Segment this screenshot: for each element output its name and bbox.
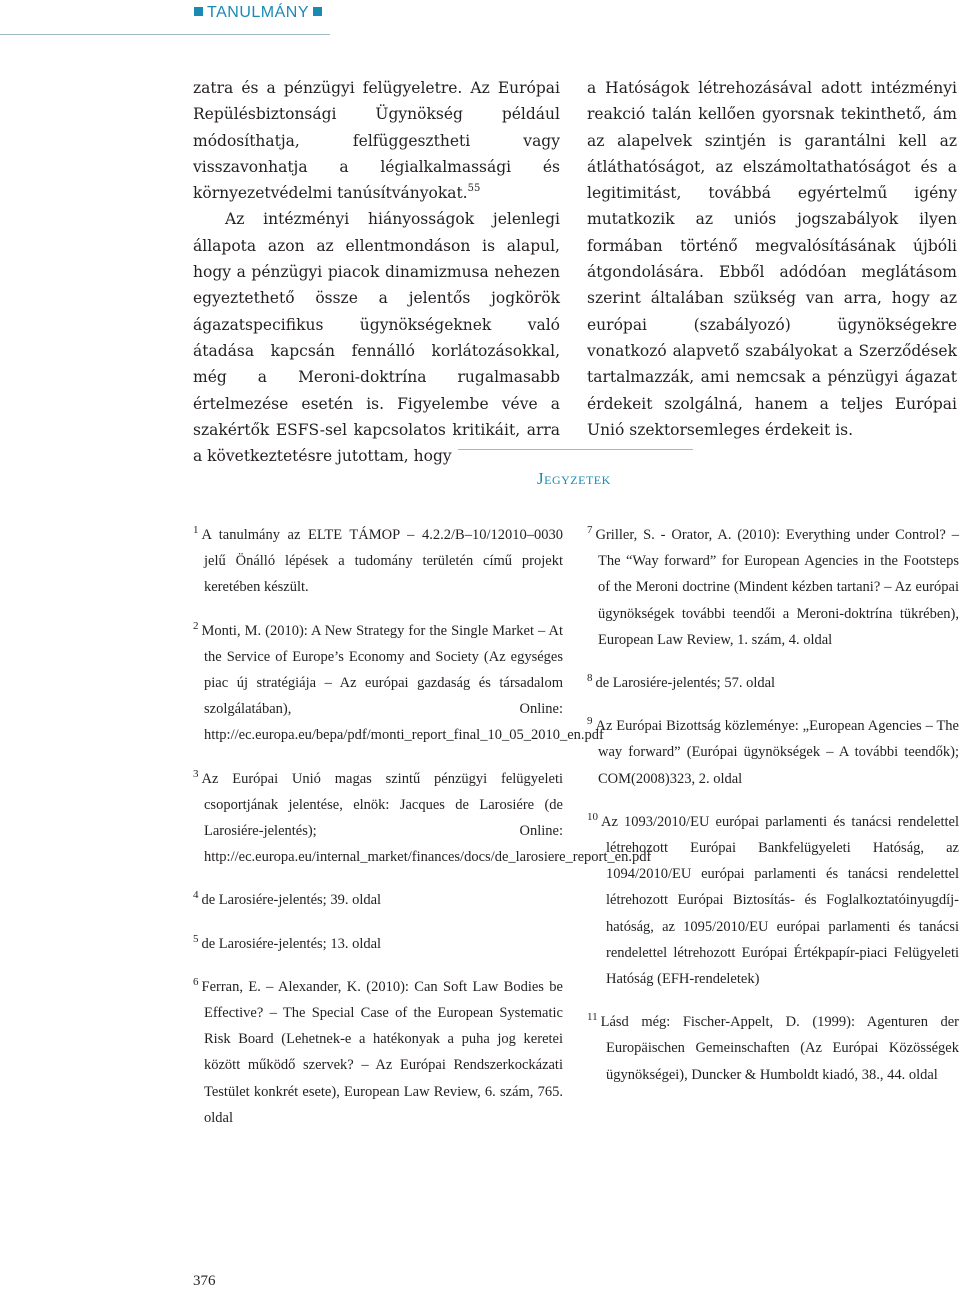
footnote-number: 7 xyxy=(587,524,593,536)
section-title: TANULMÁNY xyxy=(207,4,309,21)
footnote-text: Monti, M. (2010): A New Strategy for the Single Market – At the Service of Europe’s Economy and Society (Az egységes piac új stratégiája – Az európai gazdaság és társadalom szolgálatában), Online: http://ec.europa.eu/bepa/pdf/monti_report_final_10_05_2010_en.pdf xyxy=(201,622,604,744)
footnote-number: 9 xyxy=(587,715,593,728)
footnote-number: 6 xyxy=(193,975,199,988)
footnote-text: Az Európai Bizottság közleménye: „European Agencies – The way forward” (Európai ügynökségek – A további teendők); COM(2008)323, 2. oldal xyxy=(595,718,959,787)
footnote xyxy=(193,522,563,601)
footnote xyxy=(587,713,959,792)
footnote-text: A tanulmány az ELTE TÁMOP – 4.2.2/B–10/12010–0030 jelű Önálló lépések a tudomány területén című projekt keretében készült. xyxy=(201,527,563,596)
footnote-number: 2 xyxy=(193,619,199,632)
footnote-number: 3 xyxy=(193,767,199,780)
footnote xyxy=(193,931,563,957)
page-number: 376 xyxy=(193,1273,216,1289)
footnote-text: de Larosiére-jelentés; 39. oldal xyxy=(201,892,382,909)
footnote-text: Ferran, E. – Alexander, K. (2010): Can Soft Law Bodies be Effective? – The Special Case of the European Systematic Risk Board (Lehetnek-e a hatékonyak a puha jog keretei között működő szervek? – Az Európai Rendszerkockázati Testület konkrét esete), European Law Review, 6. szám, 765. oldal xyxy=(201,978,563,1126)
footnote-number: 4 xyxy=(193,889,199,902)
footnote-number: 1 xyxy=(193,524,199,536)
footnote xyxy=(587,809,959,992)
footnote xyxy=(587,1009,959,1088)
paragraph-text: zatra és a pénzügyi felügyeletre. Az Európai Repülésbiztonsági Ügynökség például módosíthatja, felfüggesztheti vagy visszavonhatja a légialkalmassági és környezetvédelmi tanúsítványokat. xyxy=(193,79,560,203)
footnotes-right xyxy=(587,522,959,1105)
footnote-ref: 55 xyxy=(467,183,481,195)
footnote xyxy=(193,974,563,1131)
notes-heading: Jegyzetek xyxy=(537,469,611,488)
paragraph xyxy=(193,75,560,206)
body-column-left xyxy=(193,75,560,469)
footnote xyxy=(193,887,563,913)
notes-divider xyxy=(458,449,693,450)
body-column-right xyxy=(587,75,957,443)
paragraph: a Hatóságok létrehozásával adott intézményi reakció talán kellően gyorsnak tekinthető, ám az alapelvek szintjén is garantálni kell az átláthatóságot, az elszámoltathatóságot és a legitimitást, továbbá egyértelmű igény mutatkozik az uniós jogszabályok ilyen formában történő megvalósításának újbóli átgondolására. Ebből adódóan meglátásom szerint általában szükség van arra, hogy az európai (szabályozó) ügynökségekre vonatkozó alapvető szabályokat a Szerződések tartalmazzák, ami nemcsak a pénzügyi ágazat érdekeit szolgálná, hanem a teljes Európai Unió szektorsemleges érdekeit is. xyxy=(587,79,957,439)
footnote xyxy=(193,618,604,749)
footnote-text: Az 1093/2010/EU európai parlamenti és tanácsi rendelettel létrehozott Európai Bankfelügyeleti Hatóság, az 1094/2010/EU európai parlamenti és tanácsi rendelettel létrehozott Európai Biztosítás- és Foglalkoztatóinyugdíj-hatóság, az 1095/2010/EU európai parlamenti és tanácsi rendelettel létrehozott Európai Értékpapír-piaci Felügyeleti Hatóság (EFH-rendeletek) xyxy=(601,813,959,988)
footnote-text: Lásd még: Fischer-Appelt, D. (1999): Agenturen der Europäischen Gemeinschaften (Az Európai Közösségek ügynökségei), Duncker & Humboldt kiadó, 38., 44. oldal xyxy=(600,1014,959,1083)
footnote-number: 5 xyxy=(193,932,199,945)
square-bullet-icon xyxy=(194,7,203,16)
footnote-number: 8 xyxy=(587,672,593,685)
footnote-text: de Larosiére-jelentés; 13. oldal xyxy=(201,935,382,952)
footnote-text: de Larosiére-jelentés; 57. oldal xyxy=(595,675,776,692)
footnote-number: 10 xyxy=(587,810,598,823)
footnote-text: Griller, S. - Orator, A. (2010): Everything under Control? – The “Way forward” for European Agencies in the Footsteps of the Meroni doctrine (Mindent kézben tartani? – Az európai ügynökségek további teendői a Meroni-doktrína tükrében), European Law Review, 1. szám, 4. oldal xyxy=(595,527,959,648)
paragraph: Az intézményi hiányosságok jelenlegi állapota azon az ellentmondáson is alapul, hogy a pénzügyi piacok dinamizmusa nehezen egyeztethető össze a jelentős jogkörök ágazatspecifikus ügynökségeknek való átadása kapcsán fennálló korlátozásokkal, még a Meroni-doktrína rugalmasabb értelmezése esetén is. Figyelembe véve a szakértők ESFS-sel kapcsolatos kritikáit, arra a következtetésre jutottam, hogy xyxy=(193,210,560,466)
footnote xyxy=(587,522,959,653)
footnote xyxy=(587,670,959,696)
square-bullet-icon xyxy=(313,7,322,16)
running-header xyxy=(0,0,960,40)
section-label xyxy=(190,4,326,22)
footnote-text: Az Európai Unió magas szintű pénzügyi felügyeleti csoportjának jelentése, elnök: Jacques de Larosiére (de Larosiére-jelentés); Online: http://ec.europa.eu/internal_market/finances/docs/de_larosiere_report_en.pdf xyxy=(201,770,652,866)
header-rule xyxy=(0,34,330,35)
footnote-number: 11 xyxy=(587,1011,598,1024)
